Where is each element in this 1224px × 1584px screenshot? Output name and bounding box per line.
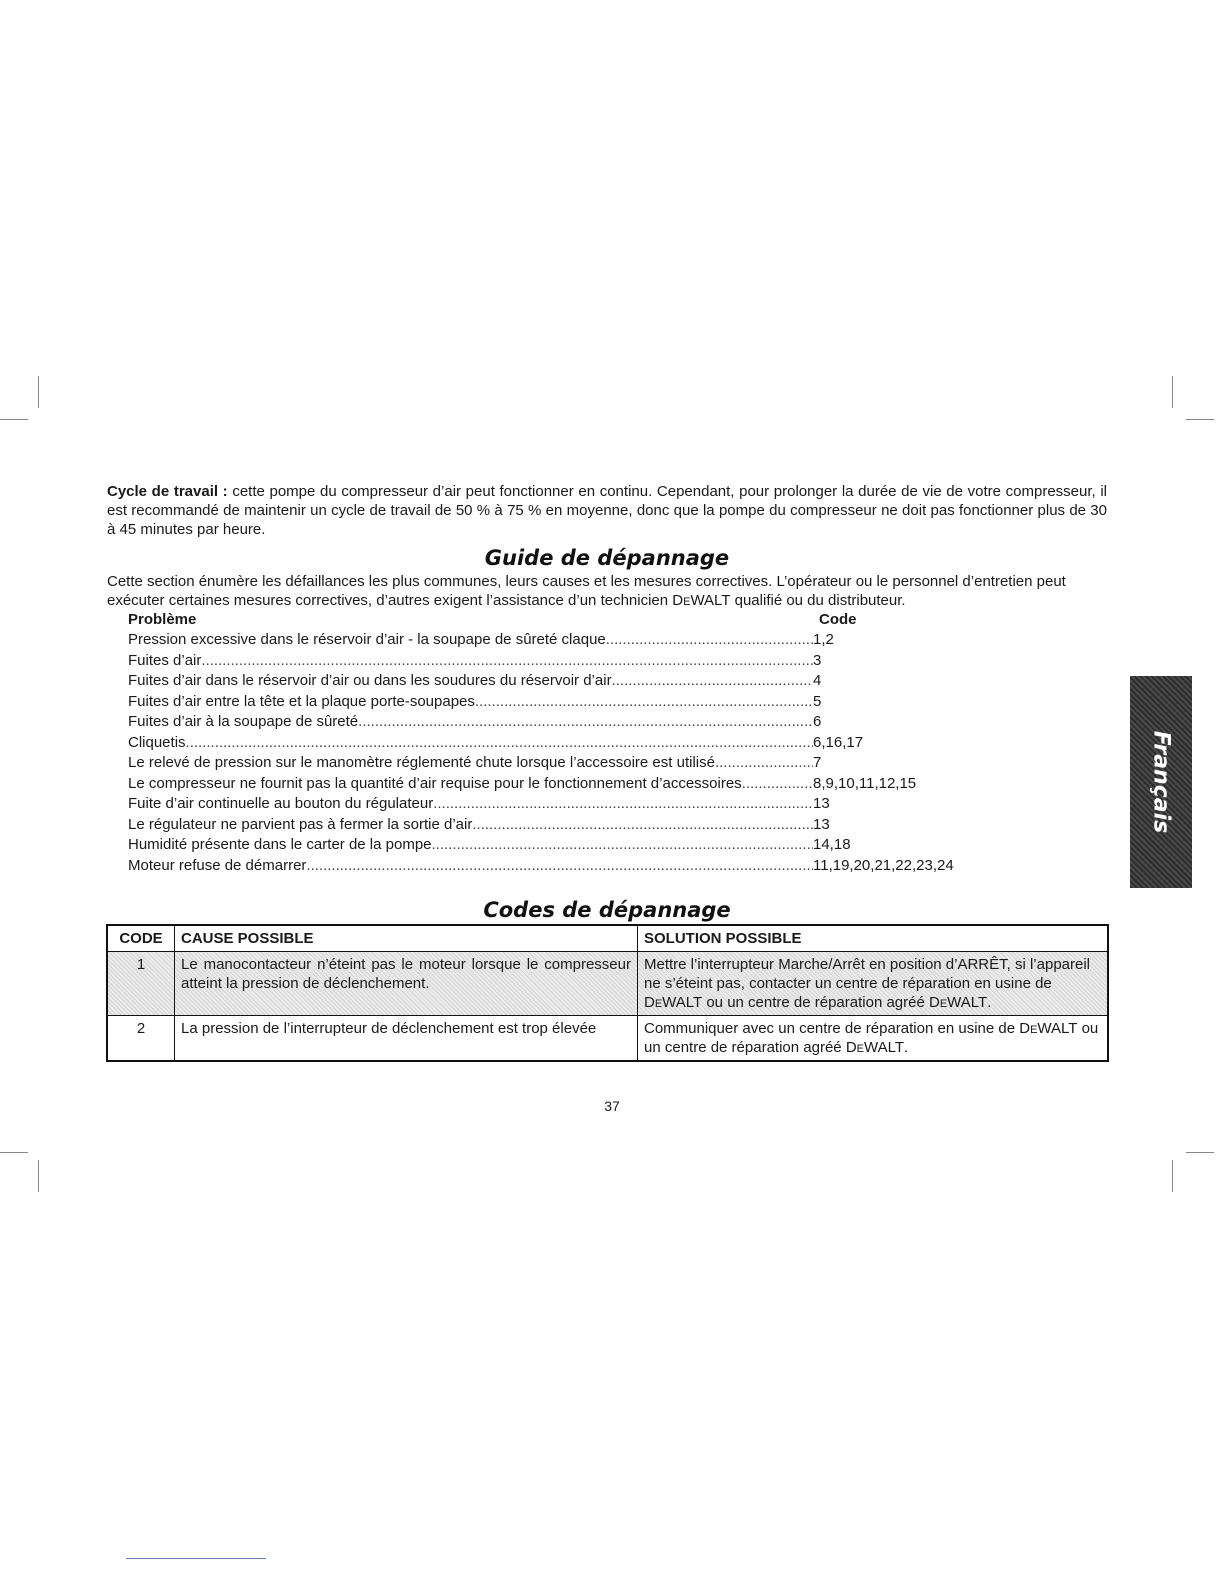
problem-code: 3 xyxy=(813,651,822,669)
problem-list xyxy=(128,610,988,876)
problem-text: Pression excessive dans le réservoir d’air - la soupape de sûreté claque xyxy=(128,631,606,648)
problem-name xyxy=(128,774,813,795)
troubleshooting-codes-title: Codes de dépannage xyxy=(483,898,731,922)
table-header-row xyxy=(107,925,1108,952)
page-number: 37 xyxy=(604,1098,620,1114)
dot-leader xyxy=(432,835,813,856)
problem-column-header: Problème xyxy=(128,611,197,628)
solution-text: ou un centre de réparation agréé xyxy=(644,1020,1099,1056)
dot-leader xyxy=(742,774,813,795)
crop-mark-bottom-left-h xyxy=(0,1152,28,1153)
problem-text: Fuites d’air entre la tête et la plaque porte-soupapes xyxy=(128,692,475,710)
duty-cycle-label: Cycle de travail : xyxy=(107,483,228,500)
row-cause: La pression de l’interrupteur de déclenchement est trop élevée xyxy=(175,1016,638,1062)
problem-name xyxy=(128,733,813,754)
problem-row xyxy=(128,651,988,672)
problem-text: Humidité présente dans le carter de la pompe xyxy=(128,836,432,853)
problem-name xyxy=(128,815,813,836)
crop-mark-bottom-right xyxy=(1172,1160,1173,1192)
dot-leader xyxy=(475,692,813,713)
dot-leader xyxy=(186,733,813,754)
dot-leader xyxy=(472,815,813,836)
problem-code: 6,16,17 xyxy=(813,733,864,751)
table-row xyxy=(107,952,1108,1016)
brand-name: DeWALT xyxy=(672,592,731,609)
dot-leader xyxy=(612,671,813,692)
problem-row xyxy=(128,774,988,795)
troubleshooting-guide-title: Guide de dépannage xyxy=(484,546,730,570)
crop-mark-top-left xyxy=(38,376,39,408)
problem-text: Le relevé de pression sur le manomètre réglementé chute lorsque l’accessoire est utilisé xyxy=(128,754,715,771)
dot-leader xyxy=(715,753,813,774)
problem-name xyxy=(128,856,813,877)
problem-name xyxy=(128,671,813,692)
solution-text: . xyxy=(903,1039,909,1056)
row-cause: Le manocontacteur n’éteint pas le moteur lorsque le compresseur atteint la pression de déclenchement. xyxy=(175,952,638,1016)
problem-name xyxy=(128,794,813,815)
problem-name xyxy=(128,692,813,713)
header-solution: SOLUTION POSSIBLE xyxy=(638,925,1109,952)
duty-cycle-text: cette pompe du compresseur d’air peut fonctionner en continu. Cependant, pour prolonger la durée de vie de votre compresseur, il est recommandé de maintenir un cycle de travail de 50 % à 75 % en moyenne, donc que la pompe du compresseur ne doit pas fonctionner plus de 30 à 45 minutes par heure. xyxy=(107,483,1107,538)
problem-code: 13 xyxy=(813,815,830,833)
problem-code: 14,18 xyxy=(813,836,851,853)
problem-row xyxy=(128,815,988,836)
problem-rows xyxy=(128,630,988,876)
solution-text: ou un centre de réparation agréé xyxy=(702,994,929,1011)
row-solution xyxy=(638,1016,1109,1062)
problem-text: Le régulateur ne parvient pas à fermer la sortie d’air xyxy=(128,815,473,833)
problem-row xyxy=(128,733,988,754)
dot-leader xyxy=(606,630,813,651)
troubleshooting-guide-description xyxy=(107,572,1107,610)
solution-text: . xyxy=(987,994,992,1011)
language-side-tab xyxy=(1130,676,1192,888)
crop-mark-bottom-left xyxy=(38,1160,39,1192)
problem-code: 13 xyxy=(813,795,830,812)
row-code: 1 xyxy=(107,952,175,1016)
problem-text: Moteur refuse de démarrer xyxy=(128,856,307,874)
problem-code: 5 xyxy=(813,692,822,710)
problem-text: Fuites d’air à la soupape de sûreté xyxy=(128,713,359,730)
crop-mark-top-right xyxy=(1172,376,1173,408)
problem-row xyxy=(128,630,988,651)
problem-name xyxy=(128,753,813,774)
page-content xyxy=(107,482,1107,1062)
troubleshooting-codes-table xyxy=(106,924,1109,1062)
problem-row xyxy=(128,794,988,815)
problem-name xyxy=(128,630,813,651)
solution-text: Communiquer avec un centre de réparation en usine de xyxy=(644,1020,1020,1037)
problem-code: 7 xyxy=(813,754,822,771)
problem-row xyxy=(128,856,988,877)
problem-code: 4 xyxy=(813,672,822,689)
row-solution xyxy=(638,952,1109,1016)
footer-rule xyxy=(126,1558,266,1559)
problem-name xyxy=(128,712,813,733)
dot-leader xyxy=(433,794,813,815)
problem-row xyxy=(128,692,988,713)
crop-mark-top-left-h xyxy=(0,419,28,420)
brand-name: DeWALT xyxy=(1019,1020,1078,1037)
problem-text: Le compresseur ne fournit pas la quantité d’air requise pour le fonctionnement d’accessoires xyxy=(128,774,742,792)
problem-text: Fuites d’air xyxy=(128,651,202,669)
problem-list-header xyxy=(128,610,988,630)
problem-code: 11,19,20,21,22,23,24 xyxy=(813,856,954,874)
problem-text: Fuites d’air dans le réservoir d’air ou dans les soudures du réservoir d’air xyxy=(128,672,612,689)
duty-cycle-paragraph xyxy=(107,482,1107,539)
brand-name: DeWALT xyxy=(644,994,703,1011)
crop-mark-bottom-right-h xyxy=(1186,1152,1214,1153)
table-row xyxy=(107,1016,1108,1062)
header-cause: CAUSE POSSIBLE xyxy=(175,925,638,952)
brand-name: DeWALT xyxy=(929,994,988,1011)
problem-row xyxy=(128,671,988,692)
guide-desc-end: qualifié ou du distributeur. xyxy=(730,592,906,609)
problem-name xyxy=(128,835,813,856)
dot-leader xyxy=(201,651,813,672)
solution-text: Mettre l’interrupteur Marche/Arrêt en position d’ARRÊT, si l’appareil ne s’éteint pas, contacter un centre de réparation en usine de xyxy=(644,956,1091,992)
code-column-header: Code xyxy=(819,611,857,628)
dot-leader xyxy=(358,712,813,733)
row-code: 2 xyxy=(107,1016,175,1062)
problem-code: 8,9,10,11,12,15 xyxy=(813,774,917,792)
dot-leader xyxy=(306,856,813,877)
problem-text: Fuite d’air continuelle au bouton du régulateur xyxy=(128,795,434,812)
problem-row xyxy=(128,753,988,774)
problem-row xyxy=(128,712,988,733)
crop-mark-top-right-h xyxy=(1186,419,1214,420)
problem-code: 1,2 xyxy=(813,631,834,648)
header-code: CODE xyxy=(107,925,175,952)
guide-desc-text: Cette section énumère les défaillances les plus communes, leurs causes et les mesures correctives. L’opérateur ou le personnel d’entretien peut exécuter certaines mesures correctives, d’autres exigent l’assistance d’un technicien xyxy=(107,573,1066,609)
problem-text: Cliquetis xyxy=(128,733,186,751)
problem-code: 6 xyxy=(813,713,822,730)
language-tab-label: Français xyxy=(1148,730,1174,834)
problem-name xyxy=(128,651,813,672)
problem-row xyxy=(128,835,988,856)
brand-name: DeWALT xyxy=(845,1039,904,1056)
